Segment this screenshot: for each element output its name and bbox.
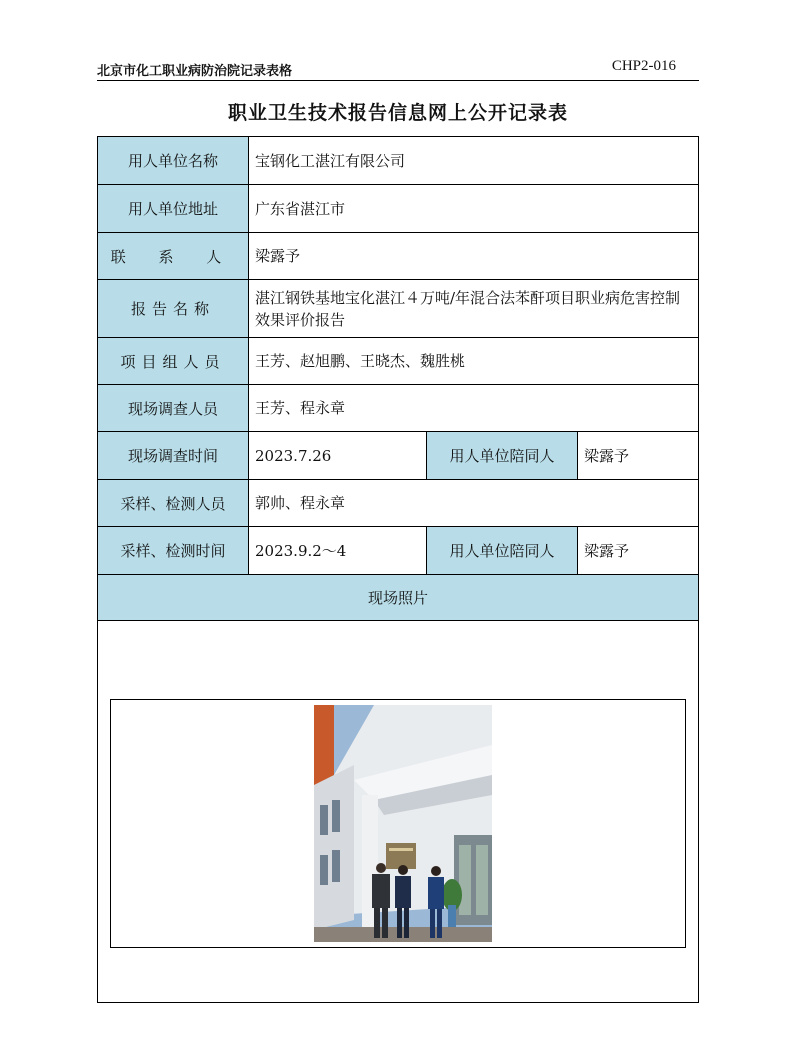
row-employer-address (98, 185, 699, 233)
sampling-accomp-value: 梁露予 (578, 527, 699, 575)
sampling-staff-value: 郭帅、程永章 (249, 480, 699, 527)
contact-label: 联 系 人 (98, 233, 249, 280)
row-employer-name (98, 137, 699, 185)
document-title: 职业卫生技术报告信息网上公开记录表 (227, 102, 568, 124)
person-leg (382, 908, 388, 938)
sampling-time-value: 2023.9.2～4 (249, 527, 427, 575)
team-members-label: 项目组人员 (98, 338, 249, 385)
report-name-value: 湛江钢铁基地宝化湛江４万吨/年混合法苯酐项目职业病危害控制效果评价报告 (249, 280, 699, 338)
form-header-org: 北京市化工职业病防治院记录表格 (97, 64, 293, 79)
report-name-label: 报告名称 (98, 280, 249, 338)
row-sampling-staff (98, 480, 699, 527)
employer-name-value: 宝钢化工湛江有限公司 (249, 137, 699, 185)
person-leg (397, 908, 402, 938)
survey-staff-value: 王芳、程永章 (249, 385, 699, 432)
person-body (428, 877, 444, 909)
sampling-staff-label: 采样、检测人员 (98, 480, 249, 527)
photo-section-label: 现场照片 (98, 575, 699, 621)
sign-text-line (389, 848, 413, 851)
row-team-members (98, 338, 699, 385)
site-photo-image (314, 705, 492, 942)
team-members-value: 王芳、赵旭鹏、王晓杰、魏胜桃 (249, 338, 699, 385)
survey-accomp-value: 梁露予 (578, 432, 699, 480)
window (320, 855, 328, 885)
site-photo (314, 705, 492, 942)
left-wing (314, 765, 354, 930)
door-pane (459, 845, 471, 915)
photo-cell (98, 621, 699, 1003)
contact-value: 梁露予 (249, 233, 699, 280)
person-body (395, 876, 411, 908)
record-table (97, 136, 699, 1003)
row-report-name (98, 280, 699, 338)
sampling-time-label: 采样、检测时间 (98, 527, 249, 575)
row-contact (98, 233, 699, 280)
door-pane (476, 845, 488, 915)
row-photo (98, 621, 699, 1003)
survey-staff-label: 现场调查人员 (98, 385, 249, 432)
person-leg (404, 908, 409, 938)
row-survey-time (98, 432, 699, 480)
row-photo-header (98, 575, 699, 621)
person-leg (374, 908, 380, 938)
employer-address-label: 用人单位地址 (98, 185, 249, 233)
row-survey-staff (98, 385, 699, 432)
window (320, 805, 328, 835)
row-sampling-time (98, 527, 699, 575)
person-head (431, 866, 441, 876)
employer-address-value: 广东省湛江市 (249, 185, 699, 233)
survey-time-label: 现场调查时间 (98, 432, 249, 480)
person-leg (437, 909, 442, 938)
sampling-accomp-label: 用人单位陪同人 (427, 527, 578, 575)
window (332, 850, 340, 882)
survey-accomp-label: 用人单位陪同人 (427, 432, 578, 480)
person-head (398, 865, 408, 875)
company-sign (386, 843, 416, 869)
ground (314, 927, 492, 942)
form-code: CHP2-016 (611, 58, 676, 74)
person-body (372, 874, 390, 908)
header-divider (97, 80, 699, 81)
person-leg (430, 909, 435, 938)
survey-time-value: 2023.7.26 (249, 432, 427, 480)
window (332, 800, 340, 832)
photo-frame (110, 699, 686, 948)
employer-name-label: 用人单位名称 (98, 137, 249, 185)
person-head (376, 863, 386, 873)
